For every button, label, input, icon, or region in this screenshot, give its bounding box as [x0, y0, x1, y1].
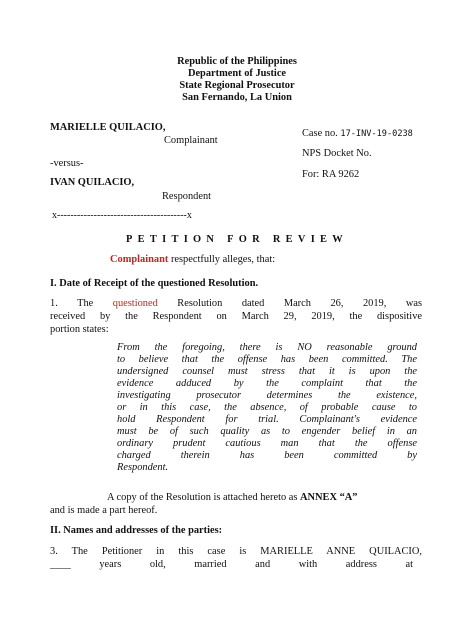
respondent-role: Respondent — [162, 191, 212, 202]
complainant-role: Complainant — [164, 135, 218, 146]
intro-complainant: Complainant — [110, 254, 169, 265]
questioned-highlight: questioned — [112, 298, 158, 309]
case-number — [302, 127, 413, 141]
quote-line: From the foregoing, there is NO reasonable ground — [117, 342, 417, 353]
quote-line: to believe that the offense has been committed. The — [117, 354, 417, 365]
section-2-heading: II. Names and addresses of the parties: — [50, 525, 223, 536]
quote-line: charged therein has been committed by — [117, 450, 417, 461]
header-department: Department of Justice — [187, 68, 287, 79]
section-2-line-1: 3. The Petitioner in this case is MARIELLE ANNE QUILACIO, — [50, 546, 422, 557]
quote-line: evidence adduced by the complaint that the — [117, 378, 417, 389]
respondent-name: IVAN QUILACIO, — [50, 177, 135, 188]
quote-line: investigating prosecutor determines the existence, — [117, 390, 417, 401]
header-location: San Fernando, La Union — [182, 92, 292, 103]
quote-line: must be of such quality as to engender belief in an — [117, 426, 417, 437]
case-for: For: RA 9262 — [302, 169, 360, 180]
docket-number: NPS Docket No. — [302, 148, 372, 159]
complainant-name: MARIELLE QUILACIO, — [50, 122, 166, 133]
quote-line: or in this case, the absence, of probable cause to — [117, 402, 417, 413]
header-republic: Republic of the Philippines — [177, 56, 297, 67]
intro-rest: respectfully alleges, that: — [170, 254, 276, 265]
document-title: PETITION FOR REVIEW — [126, 234, 348, 245]
section-1-line-1: 1. The questioned Resolution dated March 26, 2019, was — [50, 298, 422, 309]
quote-line: hold Respondent for trial. Complainant's evidence — [117, 414, 417, 425]
quote-line: ordinary prudent cautious man that the offense — [117, 438, 417, 449]
versus-label: -versus- — [50, 158, 84, 169]
caption-separator: x---------------------------------------x — [52, 210, 192, 221]
annex-line-1: A copy of the Resolution is attached hereto as ANNEX “A” — [107, 492, 358, 503]
case-number-value: 17-INV-19-0238 — [340, 129, 413, 139]
section-2-line-2: ____ years old, married and with address at — [50, 559, 413, 570]
section-1-heading: I. Date of Receipt of the questioned Resolution. — [50, 278, 259, 289]
annex-line-2: and is made a part hereof. — [50, 505, 158, 516]
section-1-line-3: portion states: — [50, 324, 109, 335]
quote-line: Respondent. — [117, 462, 169, 473]
intro-line — [110, 253, 275, 266]
header-prosecutor: State Regional Prosecutor — [179, 80, 295, 91]
case-number-label: Case no. — [302, 128, 338, 139]
quote-line: undersigned counsel must stress that it is upon the — [117, 366, 417, 377]
section-1-line-2: received by the Respondent on March 29, 2019, the dispositive — [50, 311, 422, 322]
annex-label: ANNEX “A” — [300, 492, 358, 503]
